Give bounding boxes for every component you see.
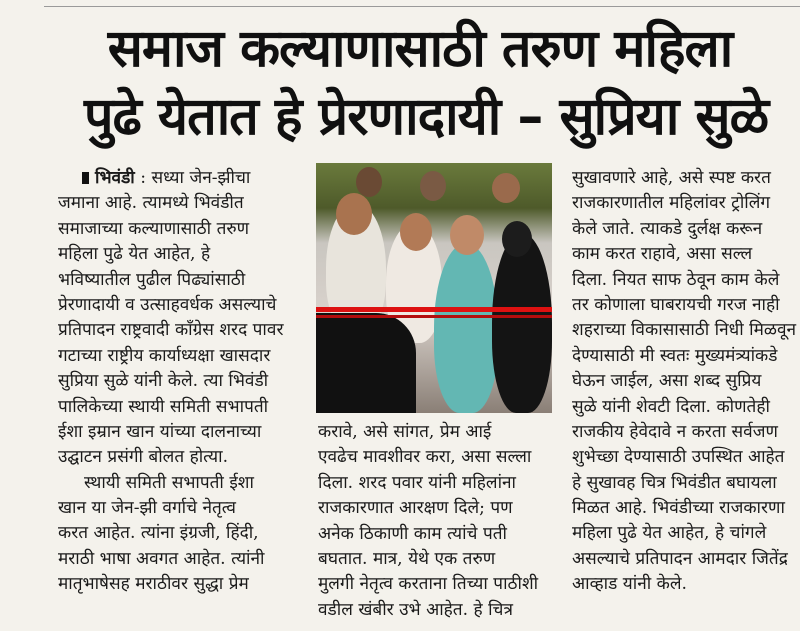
text-line: जमाना आहे. त्यामध्ये भिवंडीत <box>58 193 244 214</box>
text-line: राजकीय हेवेदावे न करता सर्वजण <box>572 421 778 442</box>
text-line: महिला पुढे येत आहेत, हे चांगले <box>572 523 767 544</box>
dateline-line <box>58 166 310 191</box>
text-line: आव्हाड यांनी केले. <box>572 574 687 595</box>
text-line: मराठी भाषा अवगत आहेत. त्यांनी <box>58 548 265 569</box>
top-rule <box>44 6 800 7</box>
text-line: अनेक ठिकाणी काम त्यांचे पती <box>318 523 507 544</box>
text-line: गटाच्या राष्ट्रीय कार्याध्यक्षा खासदार <box>58 345 271 366</box>
headline-line-1: समाज कल्याणासाठी तरुण महिला <box>107 19 733 79</box>
text-line: शहराच्या विकासासाठी निधी मिळवून <box>572 320 797 341</box>
text-line: हे सुखावह चित्र भिवंडीत बघायला <box>572 472 777 493</box>
text-line: एवढेच मावशीवर करा, असा सल्ला <box>318 447 532 468</box>
text-line: बघतात. मात्र, येथे एक तरुण <box>318 548 496 569</box>
text-line: सुळे यांनी शेवटी दिला. कोणतेही <box>572 396 770 417</box>
text-line: : सध्या जेन-झीचा <box>140 168 251 188</box>
text-line: मातृभाषेसह मराठीवर सुद्धा प्रेम <box>58 574 249 595</box>
article-column-1 <box>58 166 310 598</box>
text-line: उद्घाटन प्रसंगी बोलत होत्या. <box>58 447 229 468</box>
text-line: केले जाते. त्याकडे दुर्लक्ष करून <box>572 218 763 239</box>
text-line: राजकारणात आरक्षण दिले; पण <box>318 498 513 519</box>
text-line: दिला. शरद पवार यांनी महिलांना <box>318 472 517 493</box>
headline-line-2: पुढे येतात हे प्रेरणादायी – सुप्रिया सुळे <box>84 87 769 147</box>
text-line: घेऊन जाईल, असा शब्द सुप्रिय <box>572 371 762 392</box>
text-line: भविष्यातील पुढील पिढ्यांसाठी <box>58 269 246 290</box>
text-line: राजकारणातील महिलांवर ट्रोलिंग <box>572 193 771 214</box>
text-line: करत आहेत. त्यांना इंग्रजी, हिंदी, <box>58 523 259 544</box>
text-line: खान या जेन-झी वर्गाचे नेतृत्व <box>58 498 236 519</box>
text-line: देण्यासाठी मी स्वतः मुख्यमंत्र्यांकडे <box>572 345 778 366</box>
text-line: सुप्रिया सुळे यांनी केले. त्या भिवंडी <box>58 371 269 392</box>
dateline: भिवंडी <box>95 168 135 188</box>
text-line: असल्याचे प्रतिपादन आमदार जितेंद्र <box>572 548 788 569</box>
article-column-3 <box>572 166 800 598</box>
text-line: स्थायी समिती सभापती ईशा <box>84 472 254 493</box>
text-line: प्रेरणादायी व उत्साहवर्धक असल्याचे <box>58 294 277 315</box>
ribbon <box>316 307 552 312</box>
text-line: दिला. नियत साफ ठेवून काम केले <box>572 269 780 290</box>
text-line: ईशा इम्रान खान यांच्या दालनाच्या <box>58 421 262 442</box>
text-line: समाजाच्या कल्याणासाठी तरुण <box>58 218 250 239</box>
dateline-bullet-icon <box>82 172 89 184</box>
text-line: मिळत आहे. भिवंडीच्या राजकारणा <box>572 498 785 519</box>
text-line: करावे, असे सांगत, प्रेम आई <box>318 422 492 442</box>
text-line: महिला पुढे येत आहेत, हे <box>58 244 211 265</box>
text-line: मुलगी नेतृत्व करताना तिच्या पाठीशी <box>318 574 539 595</box>
news-photo <box>316 163 552 413</box>
text-line: काम करत राहावे, असा सल्ल <box>572 244 753 265</box>
text-line: पालिकेच्या स्थायी समिती सभापती <box>58 396 269 417</box>
text-line: प्रतिपादन राष्ट्रवादी काँग्रेस शरद पावर <box>58 320 284 341</box>
text-line: सुखावणारे आहे, असे स्पष्ट करत <box>572 168 771 188</box>
text-line: वडील खंबीर उभे आहेत. हे चित्र <box>318 599 513 620</box>
text-line: तर कोणाला घाबरायची गरज नाही <box>572 294 780 315</box>
text-line: शुभेच्छा देण्यासाठी उपस्थित आहेत <box>572 447 785 468</box>
article-column-2 <box>318 420 558 623</box>
